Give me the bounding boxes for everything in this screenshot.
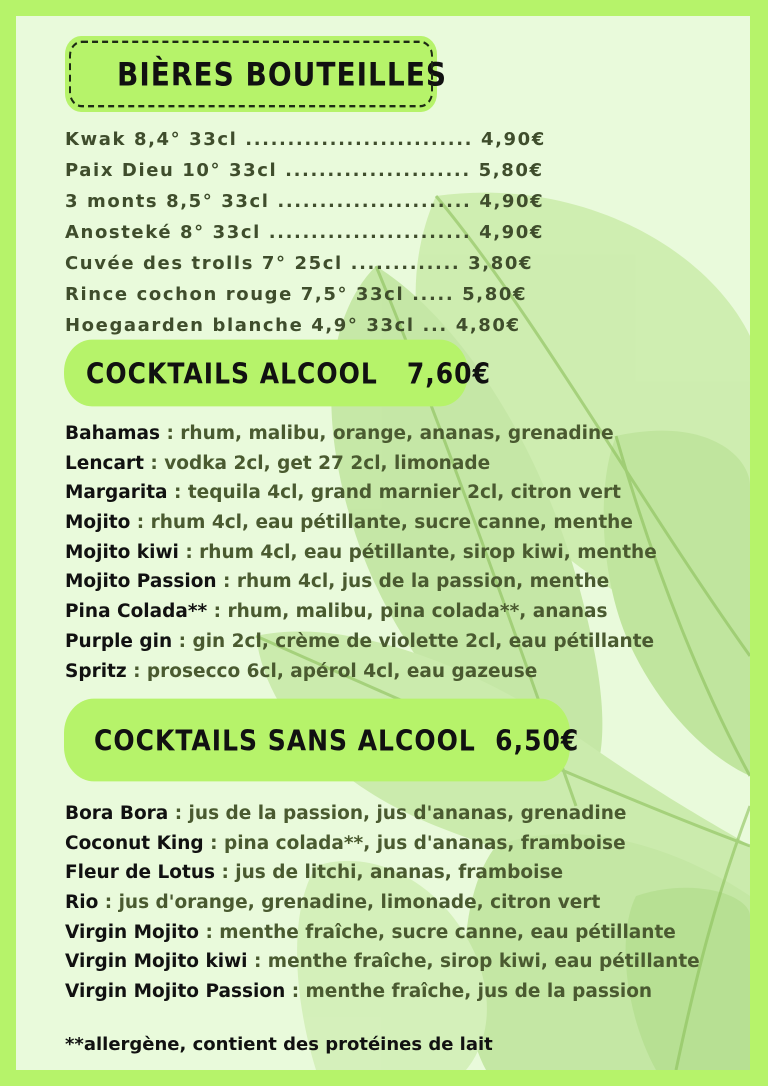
cocktail-name: Pina Colada** bbox=[65, 601, 208, 623]
beer-item: Kwak 8,4° 33cl ........................... 4,90€ bbox=[65, 129, 546, 150]
mocktail-desc: : menthe fraîche, sirop kiwi, eau pétillante bbox=[247, 951, 700, 973]
cocktail-item bbox=[65, 567, 750, 597]
cocktail-desc: : tequila 4cl, grand marnier 2cl, citron vert bbox=[167, 482, 621, 504]
mocktail-desc: : jus d'orange, grenadine, limonade, citron vert bbox=[98, 892, 601, 914]
allergen-note: **allergène, contient des protéines de lait bbox=[65, 1034, 493, 1055]
cocktail-name: Margarita bbox=[65, 482, 168, 504]
mocktail-item bbox=[65, 888, 750, 918]
cocktail-desc: : rhum, malibu, orange, ananas, grenadine bbox=[160, 423, 614, 444]
mocktail-item bbox=[65, 947, 750, 977]
beer-item: Hoegaarden blanche 4,9° 33cl ... 4,80€ bbox=[65, 315, 521, 336]
cocktail-name: Lencart bbox=[65, 452, 144, 474]
cocktail-desc: : rhum 4cl, eau pétillante, sirop kiwi, menthe bbox=[178, 541, 657, 563]
cocktail-item bbox=[65, 597, 750, 627]
mocktail-item bbox=[65, 829, 750, 859]
cocktail-item bbox=[65, 538, 750, 568]
beer-item: Rince cochon rouge 7,5° 33cl ..... 5,80€ bbox=[65, 284, 528, 305]
cocktail-name: Mojito kiwi bbox=[65, 541, 179, 563]
section-title-bieres bbox=[65, 36, 447, 112]
cocktail-name: Spritz bbox=[65, 660, 127, 682]
cocktail-item bbox=[65, 478, 750, 508]
cocktails-alcool-list bbox=[65, 419, 750, 686]
cocktails-sans-alcool-list bbox=[65, 799, 750, 1007]
cocktail-name: Bahamas bbox=[65, 423, 161, 444]
cocktail-item bbox=[65, 657, 750, 687]
beer-item: 3 monts 8,5° 33cl ....................... 4,90€ bbox=[65, 191, 545, 212]
mocktail-item bbox=[65, 918, 750, 948]
mocktail-desc: : jus de la passion, jus d'ananas, grenadine bbox=[168, 803, 627, 824]
cocktail-desc: : rhum 4cl, eau pétillante, sucre canne, menthe bbox=[130, 512, 633, 534]
mocktail-name: Fleur de Lotus bbox=[65, 862, 216, 884]
cocktail-name: Mojito Passion bbox=[65, 571, 217, 593]
beer-item: Paix Dieu 10° 33cl ...................... 5,80€ bbox=[65, 160, 544, 181]
mocktail-name: Bora Bora bbox=[65, 803, 169, 824]
mocktail-item bbox=[65, 858, 750, 888]
cocktail-item bbox=[65, 419, 750, 449]
section-title-cocktails-sans-alcool-text: COCKTAILS SANS ALCOOL 6,50€ bbox=[94, 723, 580, 757]
cocktail-item bbox=[65, 449, 750, 479]
beer-list bbox=[65, 124, 585, 341]
section-title-bieres-text: BIÈRES BOUTEILLES bbox=[117, 55, 447, 93]
mocktail-desc: : menthe fraîche, jus de la passion bbox=[285, 981, 653, 1003]
beer-item: Cuvée des trolls 7° 25cl ............. 3,80€ bbox=[65, 253, 534, 274]
cocktail-name: Purple gin bbox=[65, 630, 173, 652]
cocktail-item bbox=[65, 627, 750, 657]
mocktail-item bbox=[65, 799, 750, 829]
section-title-cocktails-alcool-text: COCKTAILS ALCOOL 7,60€ bbox=[86, 356, 491, 390]
menu-page bbox=[16, 16, 750, 1070]
mocktail-name: Rio bbox=[65, 892, 99, 914]
mocktail-name: Virgin Mojito bbox=[65, 921, 200, 943]
mocktail-desc: : jus de litchi, ananas, framboise bbox=[215, 862, 564, 884]
cocktail-desc: : rhum, malibu, pina colada**, ananas bbox=[207, 601, 608, 623]
mocktail-desc: : pina colada**, jus d'ananas, framboise bbox=[203, 832, 626, 854]
cocktail-desc: : vodka 2cl, get 27 2cl, limonade bbox=[143, 452, 491, 474]
cocktail-item bbox=[65, 508, 750, 538]
mocktail-name: Virgin Mojito Passion bbox=[65, 981, 286, 1003]
beer-item: Anosteké 8° 33cl ........................ 4,90€ bbox=[65, 222, 545, 243]
cocktail-desc: : gin 2cl, crème de violette 2cl, eau pétillante bbox=[172, 630, 655, 652]
mocktail-name: Coconut King bbox=[65, 832, 204, 854]
mocktail-name: Virgin Mojito kiwi bbox=[65, 951, 248, 973]
section-title-cocktails-sans-alcool bbox=[64, 699, 580, 782]
cocktail-name: Mojito bbox=[65, 512, 131, 534]
cocktail-desc: : rhum 4cl, jus de la passion, menthe bbox=[216, 571, 610, 593]
section-title-cocktails-alcool bbox=[64, 340, 491, 407]
cocktail-desc: : prosecco 6cl, apérol 4cl, eau gazeuse bbox=[126, 660, 538, 682]
mocktail-desc: : menthe fraîche, sucre canne, eau pétillante bbox=[199, 921, 676, 943]
mocktail-item bbox=[65, 977, 750, 1007]
